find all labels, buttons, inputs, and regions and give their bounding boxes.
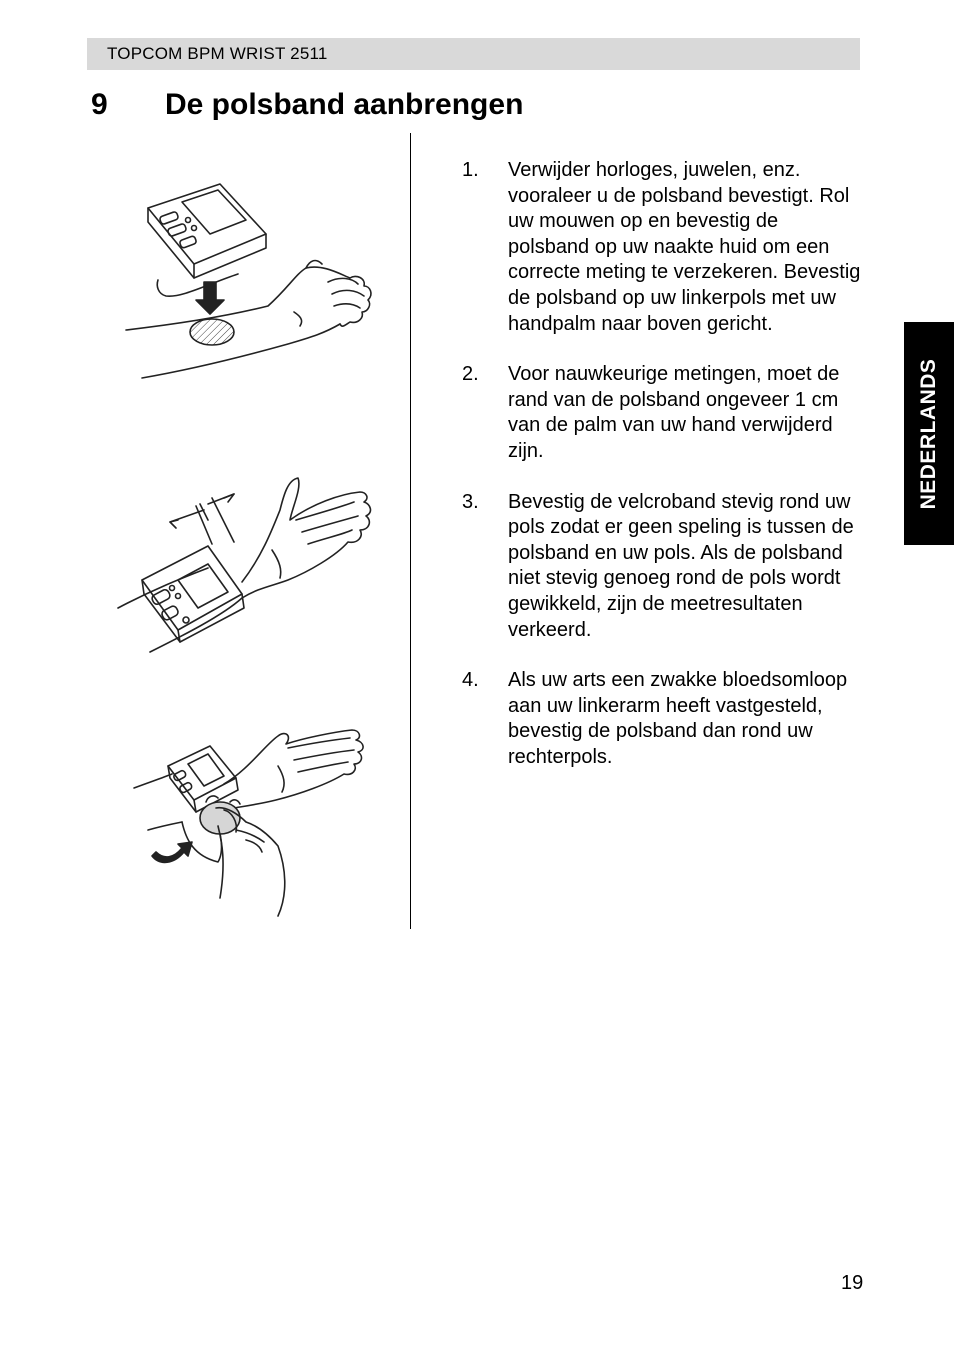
step-text: Bevestig de velcroband stevig rond uw pols zodat er geen speling is tussen de polsband en uw pols. Als de polsband niet stevig genoeg rond de pols wordt gewikkeld, zijn de meetresultaten verkeerd. bbox=[508, 490, 854, 641]
language-tab-label: NEDERLANDS bbox=[917, 358, 940, 509]
step-number: 2. bbox=[462, 363, 479, 386]
instruction-steps bbox=[462, 158, 862, 795]
step-item bbox=[462, 490, 862, 644]
language-tab bbox=[904, 322, 954, 545]
header-product-name: TOPCOM BPM WRIST 2511 bbox=[107, 44, 328, 63]
step-number: 3. bbox=[462, 490, 479, 513]
step-item bbox=[462, 158, 862, 337]
illustration-distance-from-palm bbox=[112, 470, 380, 660]
step-number: 4. bbox=[462, 669, 479, 692]
illustration-secure-velcro bbox=[128, 722, 378, 918]
step-number: 1. bbox=[462, 159, 479, 181]
section-title-text: De polsband aanbrengen bbox=[165, 88, 524, 121]
step-text: Verwijder horloges, juwelen, enz. vooraleer u de polsband bevestigt. Rol uw mouwen op en bevestig de polsband op uw naakte huid om een correcte meting te verzekeren. Bevestig de polsband op uw linkerpols met uw handpalm naar boven gericht. bbox=[508, 159, 861, 335]
step-item bbox=[462, 362, 862, 464]
step-text: Voor nauwkeurige metingen, moet de rand van de polsband ongeveer 1 cm van de palm van uw hand verwijderd zijn. bbox=[508, 363, 840, 462]
step-text: Als uw arts een zwakke bloedsomloop aan uw linkerarm heeft vastgesteld, bevestig de polsband dan rond uw rechterpols. bbox=[508, 669, 848, 768]
column-divider bbox=[410, 133, 411, 929]
page-number: 19 bbox=[841, 1272, 864, 1294]
section-title bbox=[91, 88, 523, 122]
illustration-place-monitor bbox=[118, 178, 378, 388]
header-bar bbox=[87, 38, 860, 70]
section-number: 9 bbox=[91, 88, 108, 121]
step-item bbox=[462, 668, 862, 770]
